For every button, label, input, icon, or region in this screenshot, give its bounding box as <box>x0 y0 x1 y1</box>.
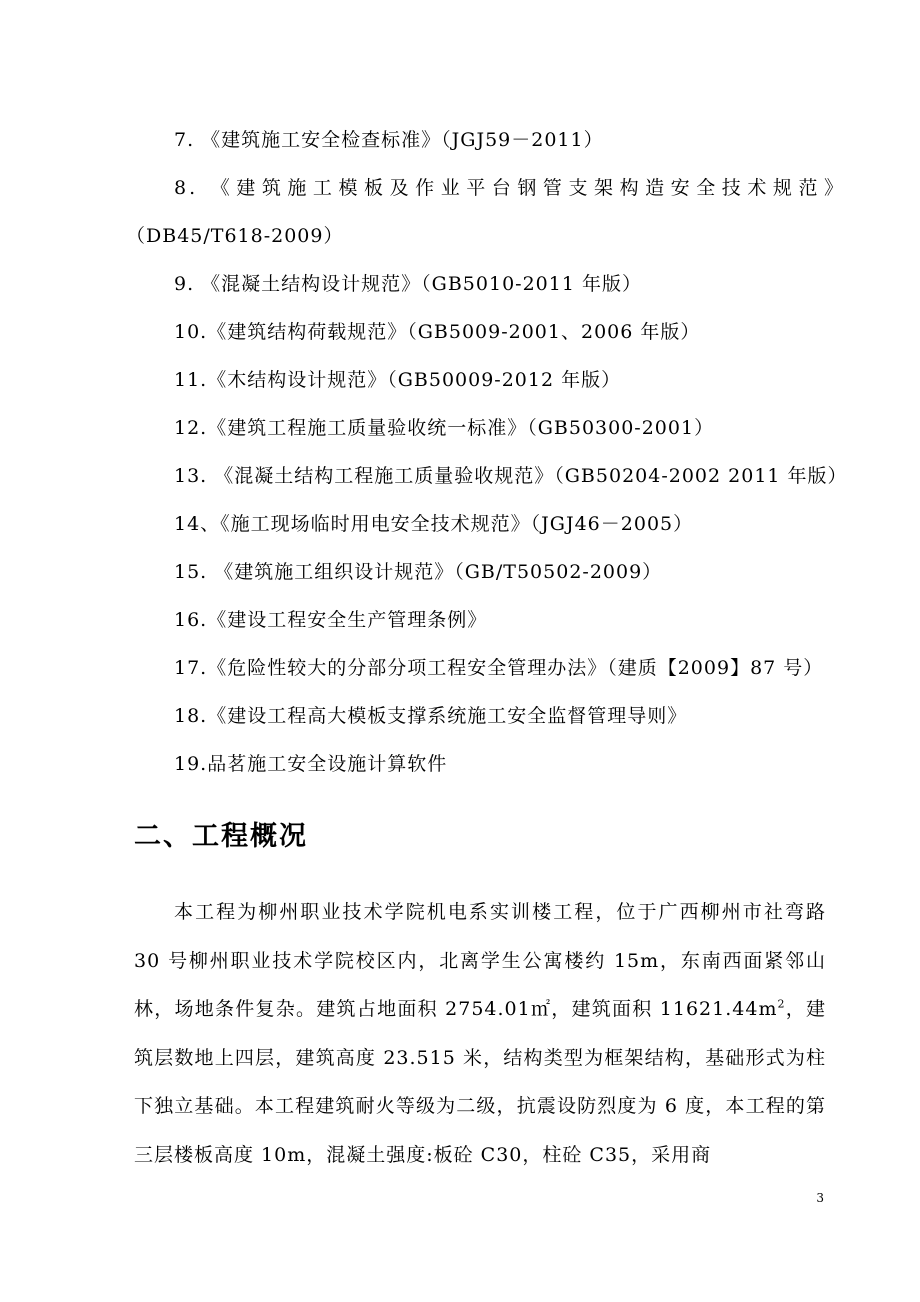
reference-item-18: 18.《建设工程高大模板支撑系统施工安全监督管理导则》 <box>174 705 688 727</box>
reference-item-16: 16.《建设工程安全生产管理条例》 <box>174 609 488 631</box>
reference-item-13: 13. 《混凝土结构工程施工质量验收规范》（GB50204-2002 2011 年版） <box>174 465 848 487</box>
reference-list <box>126 116 848 788</box>
reference-item-7: 7. 《建筑施工安全检查标准》（JGJ59－2011） <box>174 129 604 151</box>
reference-item-14: 14、《施工现场临时用电安全技术规范》（JGJ46－2005） <box>174 513 694 535</box>
reference-item-11: 11.《木结构设计规范》（GB50009-2012 年版） <box>174 369 622 391</box>
reference-item-15: 15. 《建筑施工组织设计规范》（GB/T50502-2009） <box>174 561 663 583</box>
reference-item-17: 17.《危险性较大的分部分项工程安全管理办法》（建质【2009】87 号） <box>174 657 824 679</box>
superscript-2: 2 <box>777 997 786 1011</box>
reference-item-10: 10.《建筑结构荷载规范》（GB5009-2001、2006 年版） <box>174 321 701 343</box>
reference-item-19: 19.品茗施工安全设施计算软件 <box>174 753 448 775</box>
reference-item-9: 9. 《混凝土结构设计规范》（GB5010-2011 年版） <box>174 273 642 295</box>
reference-item-12: 12.《建筑工程施工质量验收统一标准》（GB50300-2001） <box>174 417 715 439</box>
project-overview-paragraph: 本工程为柳州职业技术学院机电系实训楼工程，位于广西柳州市社弯路 30 号柳州职业技术学院校区内，北离学生公寓楼约 15m，东南西面紧邻山林，场地条件复杂。建筑占地面积 2754.01㎡，建筑面积 $11621.44m^2$，建筑层数地上四层，建筑高度 23.515 米，结构类型为框架结构，基础形式为柱下独立基础。本工程建筑耐火等级为二级，抗震设防烈度为 6 度，本工程的第三层楼板高度 10m，混凝土强度:板砼 C30，柱砼 C35，采用商 <box>134 901 826 1166</box>
reference-item-8: 8. 《建筑施工模板及作业平台钢管支架构造安全技术规范》 （DB45/T618-2009） <box>126 177 846 247</box>
page-number: 3 <box>816 1191 824 1205</box>
section-heading: 二、工程概况 <box>134 821 308 852</box>
